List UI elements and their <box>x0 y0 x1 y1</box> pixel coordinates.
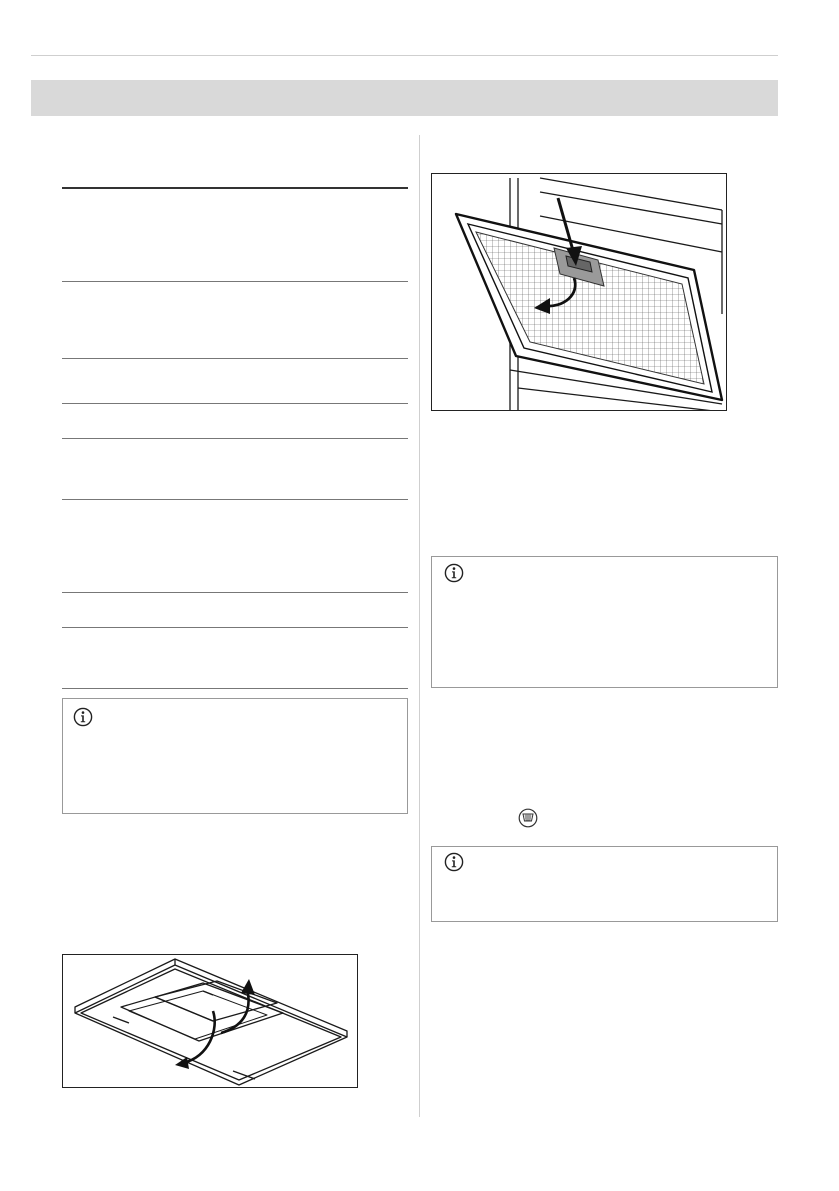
table-row-rule <box>62 403 408 404</box>
table-row-rule <box>62 627 408 628</box>
info-note-box-right-top <box>431 556 778 688</box>
column-divider <box>419 135 420 1117</box>
table-row-rule <box>62 358 408 359</box>
table-row-rule <box>62 281 408 282</box>
table-row-rule <box>62 438 408 439</box>
figure-grease-filter <box>62 954 358 1088</box>
cooker-hood-filter-icon <box>518 808 538 828</box>
table-top-rule <box>62 187 408 189</box>
table-row-rule <box>62 499 408 500</box>
info-note-box-left <box>62 698 408 814</box>
table-bottom-rule <box>62 688 408 689</box>
info-note-box-right-bottom <box>431 846 778 922</box>
figure-charcoal-filter <box>431 173 727 411</box>
info-icon <box>444 563 464 583</box>
table-row-rule <box>62 592 408 593</box>
section-header-bar <box>31 80 778 116</box>
info-icon <box>73 707 93 727</box>
info-icon <box>444 852 464 872</box>
top-rule <box>31 55 778 56</box>
